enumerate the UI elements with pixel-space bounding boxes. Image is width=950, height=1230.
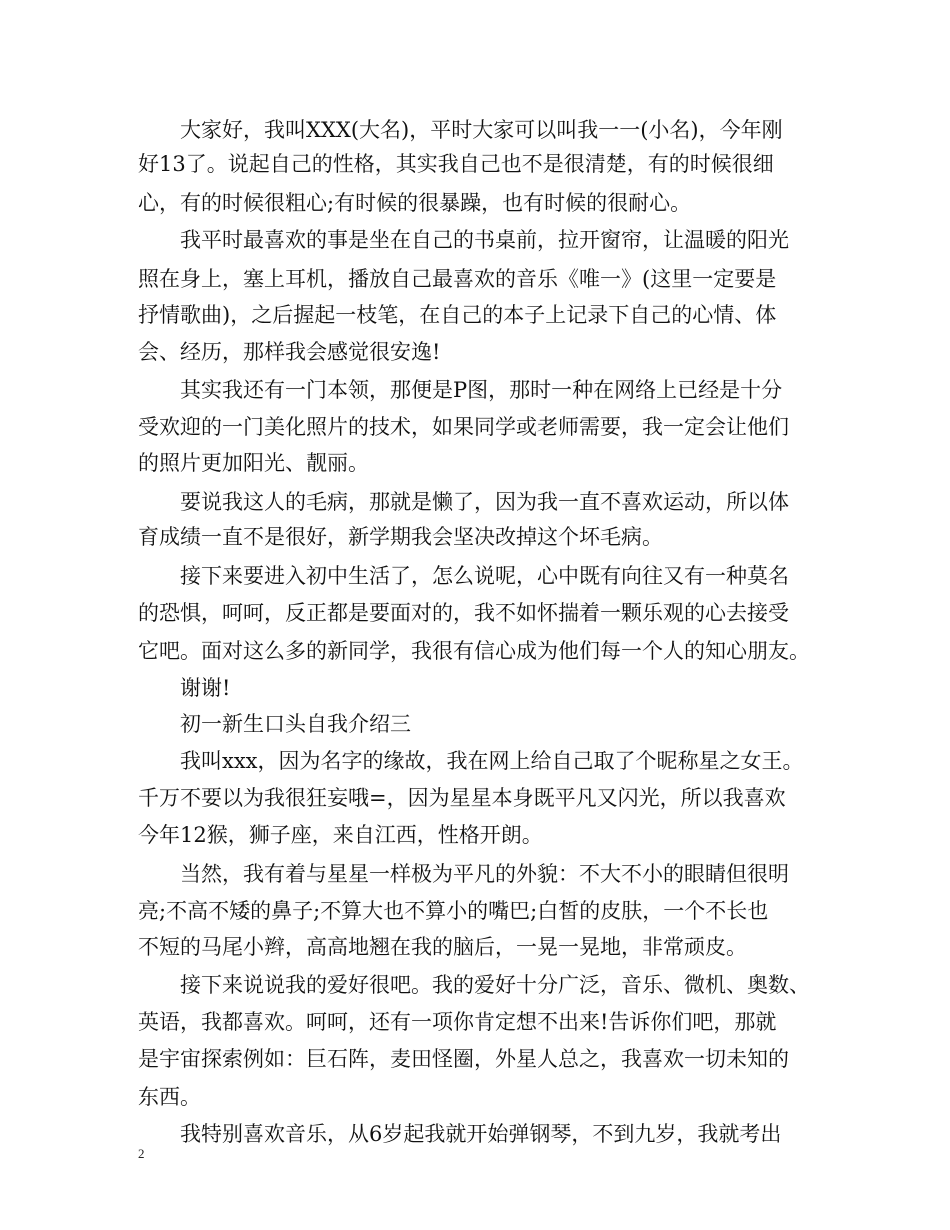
text-line: 要说我这人的毛病，那就是懒了，因为我一直不喜欢运动，所以体	[138, 490, 789, 514]
text-line: 亮;不高不矮的鼻子;不算大也不算小的嘴巴;白皙的皮肤，一个不长也	[138, 899, 769, 923]
text-line: 育成绩一直不是很好，新学期我会坚决改掉这个坏毛病。	[138, 525, 663, 549]
text-line: 大家好，我叫XXX(大名)，平时大家可以叫我一一(小名)，今年刚	[138, 118, 783, 142]
text-line: 谢谢!	[138, 676, 231, 700]
text-line: 我叫xxx，因为名字的缘故，我在网上给自己取了个昵称星之女王。	[138, 749, 804, 773]
section-heading: 初一新生口头自我介绍三	[138, 712, 411, 736]
text-line: 不短的马尾小辫，高高地翘在我的脑后，一晃一晃地，非常顽皮。	[138, 935, 747, 959]
text-line: 是宇宙探索例如：巨石阵，麦田怪圈，外星人总之，我喜欢一切未知的	[138, 1047, 789, 1071]
text-line: 抒情歌曲)，之后握起一枝笔，在自己的本子上记录下自己的心情、体	[138, 303, 777, 327]
text-line: 的恐惧，呵呵，反正都是要面对的，我不如怀揣着一颗乐观的心去接受	[138, 601, 789, 625]
text-line: 东西。	[138, 1085, 201, 1109]
text-line: 的照片更加阳光、靓丽。	[138, 451, 369, 475]
text-line: 照在身上，塞上耳机，播放自己最喜欢的音乐《唯一》(这里一定要是	[138, 267, 777, 291]
text-line: 会、经历，那样我会感觉很安逸!	[138, 340, 441, 364]
text-line: 其实我还有一门本领，那便是P图，那时一种在网络上已经是十分	[138, 378, 783, 402]
text-line: 千万不要以为我很狂妄哦=，因为星星本身既平凡又闪光，所以我喜欢	[138, 786, 786, 810]
text-line: 英语，我都喜欢。呵呵，还有一项你肯定想不出来!告诉你们吧，那就	[138, 1010, 777, 1034]
text-line: 它吧。面对这么多的新同学，我很有信心成为他们每一个人的知心朋友。	[138, 639, 810, 663]
text-line: 当然，我有着与星星一样极为平凡的外貌：不大不小的眼睛但很明	[138, 862, 789, 886]
text-line: 今年12猴，狮子座，来自江西，性格开朗。	[138, 823, 543, 847]
text-line: 受欢迎的一门美化照片的技术，如果同学或老师需要，我一定会让他们	[138, 415, 789, 439]
text-line: 我平时最喜欢的事是坐在自己的书桌前，拉开窗帘，让温暖的阳光	[138, 228, 789, 252]
text-line: 接下来说说我的爱好很吧。我的爱好十分广泛，音乐、微机、奥数、	[138, 973, 810, 997]
text-line: 我特别喜欢音乐，从6岁起我就开始弹钢琴，不到九岁，我就考出	[138, 1122, 782, 1146]
text-line: 接下来要进入初中生活了，怎么说呢，心中既有向往又有一种莫名	[138, 564, 789, 588]
text-line: 好13了。说起自己的性格，其实我自己也不是很清楚，有的时候很细	[138, 152, 774, 176]
page-number: 2	[138, 1146, 145, 1161]
text-line: 心，有的时候很粗心;有时候的很暴躁，也有时候的很耐心。	[138, 191, 692, 215]
